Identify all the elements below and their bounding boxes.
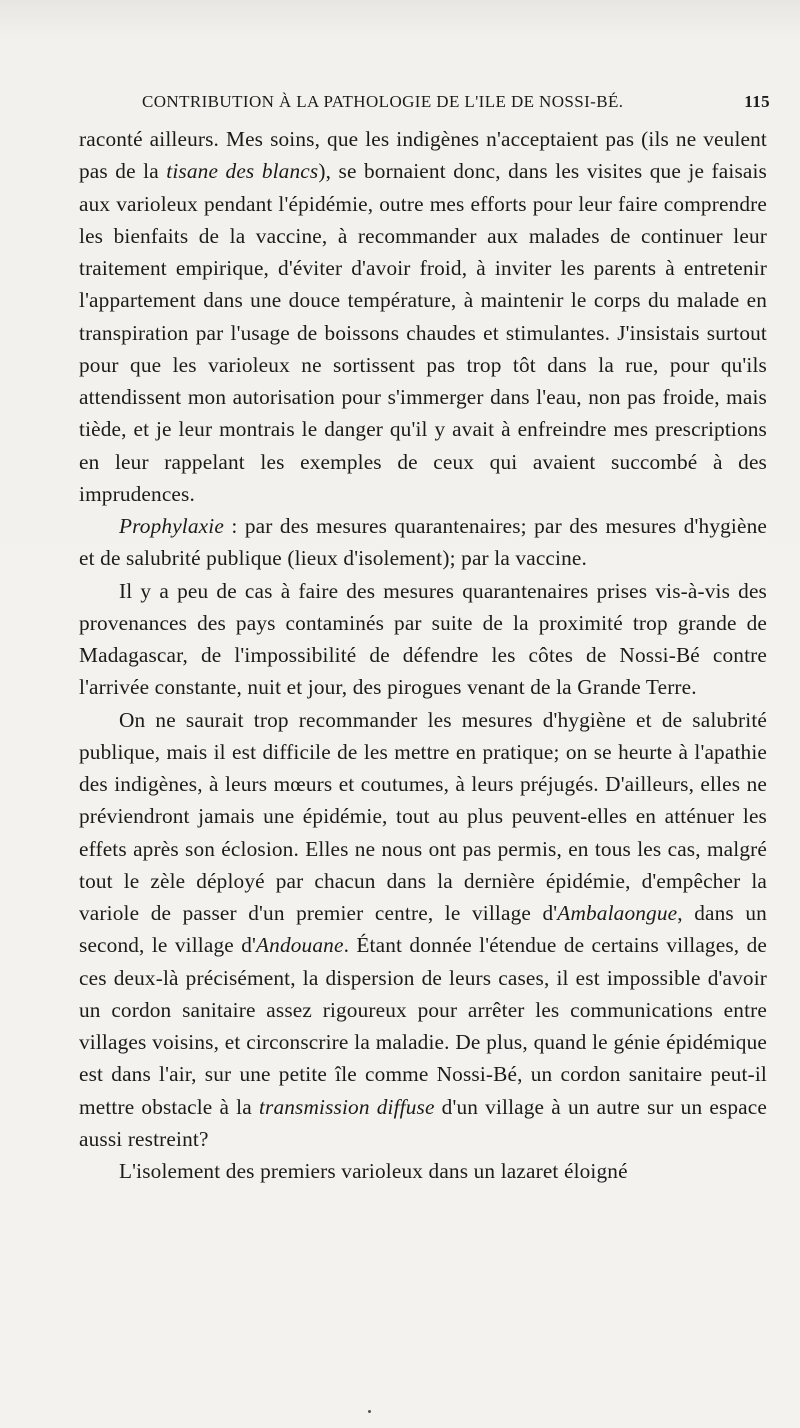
paragraph-isolation [79, 1155, 767, 1187]
page-body [79, 123, 767, 1187]
running-title: CONTRIBUTION À LA PATHOLOGIE DE L'ILE DE NOSSI-BÉ. [142, 92, 624, 111]
ink-speck [368, 1410, 371, 1413]
text-run: , dans un second, le village d' [79, 901, 767, 958]
italic-term: Prophylaxie [119, 514, 224, 538]
paragraph-prophylaxis [79, 510, 767, 575]
paragraph-care [79, 123, 767, 510]
running-header [142, 92, 770, 112]
italic-term: tisane des blancs [166, 159, 319, 184]
text-run: d'un village à un autre sur un espace aussi restreint? [79, 1094, 767, 1151]
text-run: ), se bornaient donc, dans les visites que je faisais aux varioleux pendant l'épidémie, outre mes efforts pour leur faire comprendre les bienfaits de la vaccine, à recommander aux malades de continuer leur traitement empirique, d'éviter d'avoir froid, à inviter les parents à entretenir l'appartement dans une douce température, à maintenir le corps du malade en transpiration par l'usage de boissons chaudes et stimulantes. J'insistais surtout pour que les varioleux ne sortissent pas trop tôt dans la rue, pour qu'ils attendissent mon autorisation pour s'immerger dans l'eau, non pas froide, mais tiède, et je leur montrais le danger qu'il y avait à enfreindre mes prescriptions en leur rappelant les exemples de ceux qui avaient succombé à des imprudences. [79, 159, 767, 506]
page-number: 115 [744, 92, 770, 111]
text-run: : par des mesures quarantenaires; par des mesures d'hygiène et de salubrité publique (lieux d'isolement); par la vaccine. [79, 514, 767, 571]
text-run: raconté ailleurs. Mes soins, que les indigènes n'acceptaient pas (ils ne veulent pas de la [79, 127, 767, 184]
italic-term: Andouane [256, 933, 344, 958]
text-run: L'isolement des premiers varioleux dans un lazaret éloigné [119, 1159, 628, 1183]
paragraph-quarantine [79, 575, 767, 704]
italic-term: transmission diffuse [258, 1094, 435, 1119]
text-run: On ne saurait trop recommander les mesures d'hygiène et de salubrité publique, mais il est difficile de les mettre en pratique; on se heurte à l'apathie des indigènes, à leurs mœurs et coutumes, à leurs préjugés. D'ailleurs, elles ne préviendront jamais une épidémie, tout au plus peuvent-elles en atténuer les effets après son éclosion. Elles ne nous ont pas permis, en tous les cas, malgré tout le zèle déployé par chacun dans la dernière épidémie, d'empêcher la variole de passer d'un premier centre, le village d' [79, 707, 767, 925]
italic-term: Ambalaongue [557, 901, 678, 925]
text-run: Il y a peu de cas à faire des mesures quarantenaires prises vis-à-vis des provenances des pays contaminés par suite de la proximité trop grande de Madagascar, de l'impossibilité de défendre les côtes de Nossi-Bé contre l'arrivée constante, nuit et jour, des pirogues venant de la Grande Terre. [79, 578, 767, 700]
paragraph-hygiene [79, 704, 767, 1156]
text-run: . Étant donnée l'étendue de certains villages, de ces deux-là précisément, la dispersion de leurs cases, il est impossible d'avoir un cordon sanitaire assez rigoureux pour arrêter les communications entre villages voisins, et circonscrire la maladie. De plus, quand le génie épidémique est dans l'air, sur une petite île comme Nossi-Bé, un cordon sanitaire peut-il mettre obstacle à la [79, 933, 767, 1119]
